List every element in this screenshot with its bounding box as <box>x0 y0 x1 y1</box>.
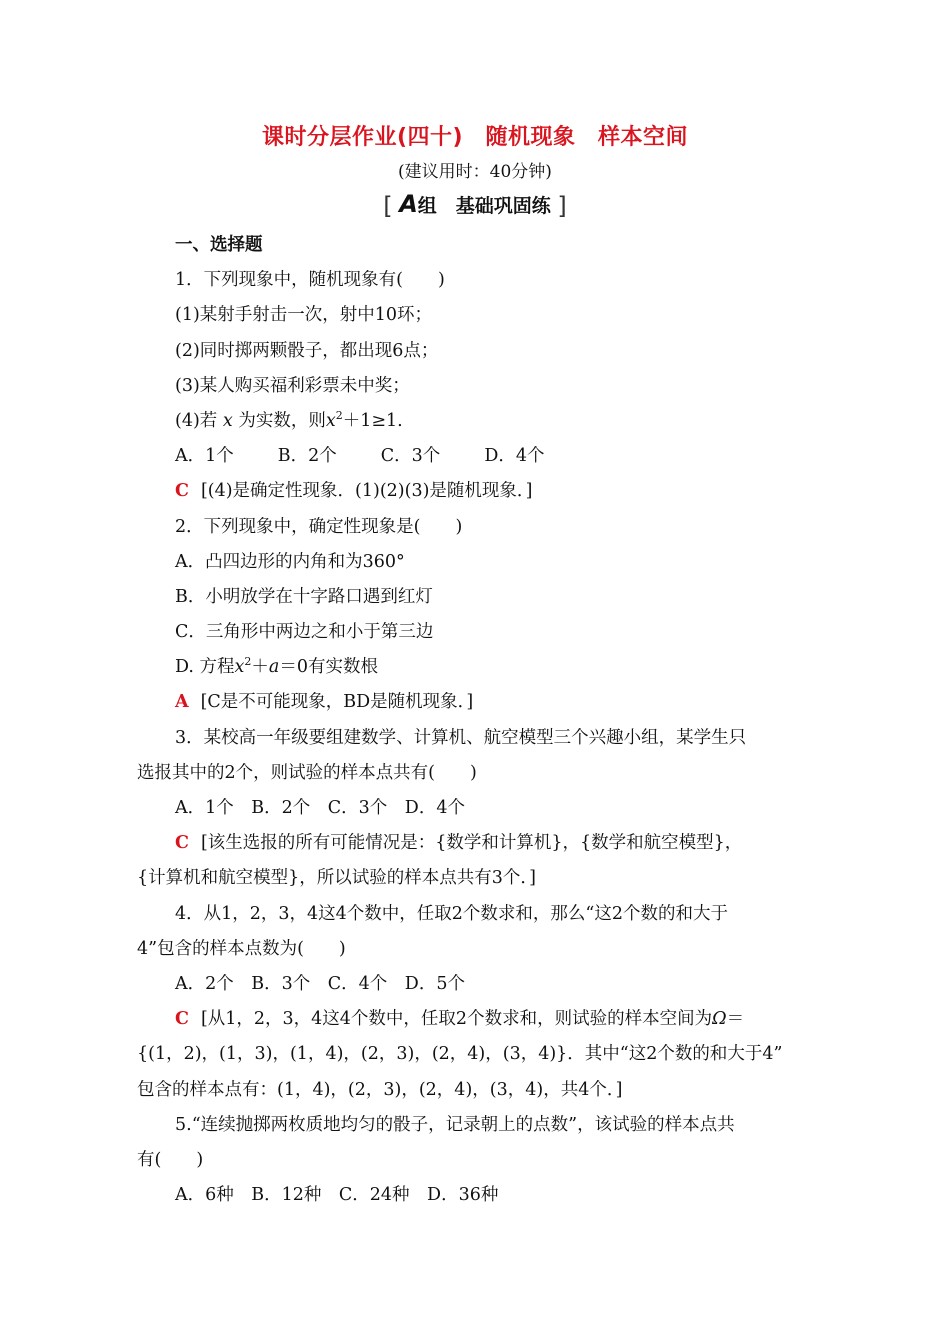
q1-var-x: x <box>222 410 233 431</box>
q2-option-d-post: ＝0有实数根 <box>279 657 378 678</box>
q1-item1: (1)某射手射击一次，射中10环； <box>175 305 433 326</box>
q1-option-d: D．4个 <box>484 446 545 467</box>
time-suggestion: (建议用时：40分钟) <box>398 162 552 182</box>
q5-stem-2: 有( ) <box>137 1149 204 1170</box>
q2-explanation: [C是不可能现象，BD是随机现象．] <box>200 692 474 713</box>
q5-stem-1: 5.“连续抛掷两枚质地均匀的骰子，记录朝上的点数”，该试验的样本点共 <box>175 1114 735 1135</box>
q2-option-b: B．小明放学在十字路口遇到红灯 <box>175 586 433 607</box>
group-letter: A <box>399 190 418 218</box>
q2-var-a: a <box>268 657 280 678</box>
q4-explanation-2: {(1，2)，(1，3)，(1，4)，(2，3)，(2，4)，(3，4)}．其中“这2个数的和大于4” <box>137 1044 783 1065</box>
q2-option-c: C．三角形中两边之和小于第三边 <box>175 622 434 643</box>
q3-explanation-2: {计算机和航空模型}，所以试验的样本点共有3个．] <box>137 868 536 889</box>
q2-var-x: x <box>234 657 245 678</box>
q3-answer: C <box>175 833 189 854</box>
section-heading: 一、选择题 <box>175 235 263 255</box>
question-content <box>137 228 817 1213</box>
page-title: 课时分层作业(四十) 随机现象 样本空间 <box>261 125 689 150</box>
q1-item4 <box>137 404 817 439</box>
q1-item3: (3)某人购买福利彩票未中奖； <box>175 375 410 396</box>
q3-explanation-1: [该生选报的所有可能情况是：{数学和计算机}，{数学和航空模型}， <box>200 833 743 854</box>
q4-answer: C <box>175 1009 189 1030</box>
group-label: 组 基础巩固练 <box>417 195 551 217</box>
q2-plus: ＋ <box>251 657 269 678</box>
q4-options: A．2个 B．3个 C．4个 D．5个 <box>175 973 465 994</box>
q1-option-c: C．3个 <box>380 446 441 467</box>
bracket-open: [ <box>383 192 393 220</box>
q1-item4-pre: (4)若 <box>175 410 218 431</box>
q1-item4-mid: 为实数，则 <box>238 410 326 431</box>
q4-explanation-1: [从1，2，3，4这4个数中，任取2个数求和，则试验的样本空间为 <box>200 1009 713 1030</box>
q1-option-b: B．2个 <box>277 446 337 467</box>
q2-stem: 2．下列现象中，确定性现象是( ) <box>175 516 463 537</box>
q1-stem: 1．下列现象中，随机现象有( ) <box>175 270 445 291</box>
q1-answer: C <box>175 481 189 502</box>
q3-stem-2: 选报其中的2个，则试验的样本点共有( ) <box>137 762 477 783</box>
q4-omega: Ω <box>712 1009 727 1030</box>
q2-option-a: A．凸四边形的内角和为360° <box>175 551 405 572</box>
q2-exponent: 2 <box>244 655 252 669</box>
bracket-close: ] <box>557 192 567 220</box>
q2-answer: A <box>175 692 189 713</box>
q2-option-d-pre: D. 方程 <box>175 657 235 678</box>
q5-options: A．6种 B．12种 C．24种 D．36种 <box>175 1185 499 1206</box>
group-heading <box>0 190 950 220</box>
q4-stem-2: 4”包含的样本点数为( ) <box>137 938 346 959</box>
q3-answer-line <box>137 826 817 861</box>
q1-options <box>137 439 817 474</box>
q3-stem-1: 3．某校高一年级要组建数学、计算机、航空模型三个兴趣小组，某学生只 <box>175 727 747 748</box>
q1-answer-line <box>137 474 817 509</box>
q2-answer-line <box>137 685 817 720</box>
q4-stem-1: 4．从1，2，3，4这4个数中，任取2个数求和，那么“这2个数的和大于 <box>175 903 729 924</box>
q4-equals: ＝ <box>726 1009 745 1030</box>
q4-explanation-3: 包含的样本点有：(1，4)，(2，3)，(2，4)，(3，4)，共4个．] <box>137 1079 623 1100</box>
q1-explanation: [(4)是确定性现象．(1)(2)(3)是随机现象．] <box>200 481 533 502</box>
q1-exponent: 2 <box>335 409 343 423</box>
q4-answer-line <box>137 1002 817 1037</box>
q1-item4-post: ＋1≥1. <box>342 410 403 431</box>
q3-options: A．1个 B．2个 C．3个 D．4个 <box>175 798 465 818</box>
q2-option-d <box>137 650 817 685</box>
q1-option-a: A．1个 <box>175 446 234 467</box>
q1-item2: (2)同时掷两颗骰子，都出现6点； <box>175 340 439 361</box>
q1-var-x2: x <box>325 410 336 431</box>
